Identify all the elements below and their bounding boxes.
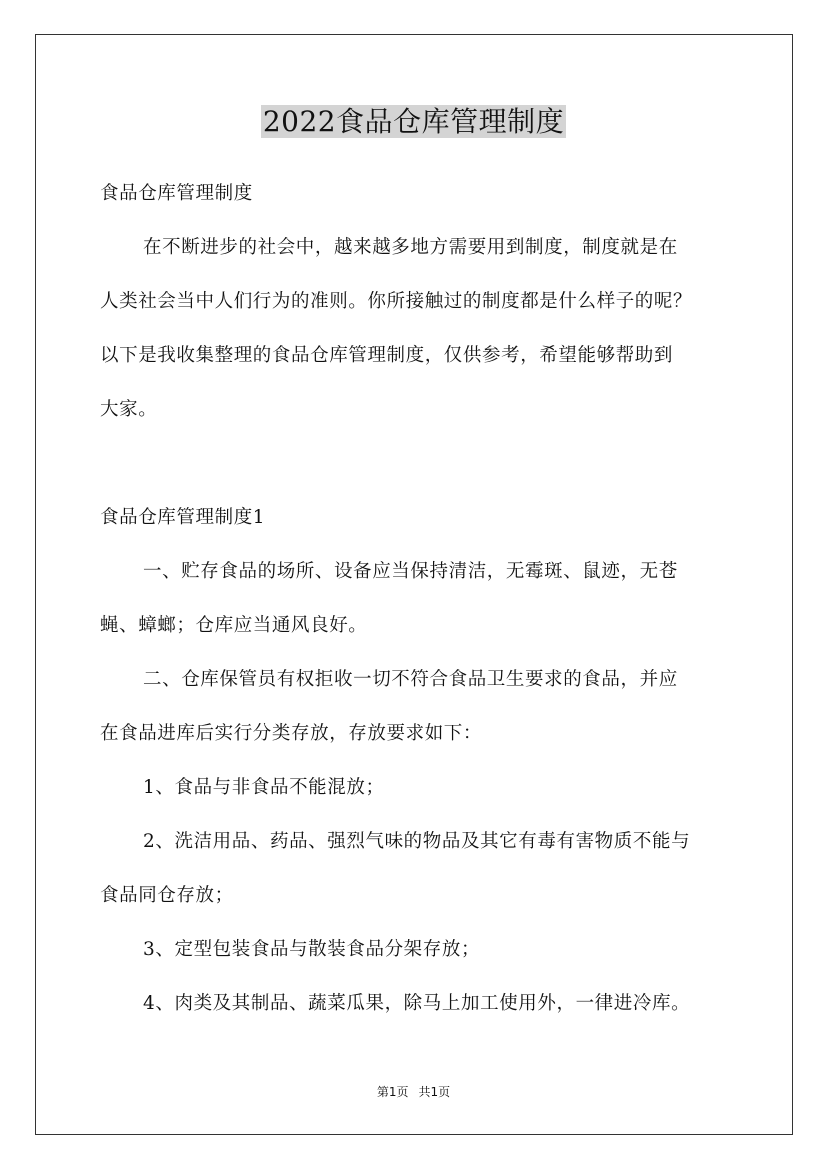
body-line-4: 在食品进库后实行分类存放，存放要求如下：: [100, 723, 483, 744]
intro-line-3: 以下是我收集整理的食品仓库管理制度，仅供参考，希望能够帮助到: [100, 345, 674, 366]
body-line-3: 二、仓库保管员有权拒收一切不符合食品卫生要求的食品，并应: [143, 669, 678, 690]
intro-line-4: 大家。: [100, 399, 158, 420]
document-title: 2022食品仓库管理制度: [262, 105, 565, 138]
page-footer: [0, 1083, 827, 1101]
intro-line-2: 人类社会当中人们行为的准则。你所接触过的制度都是什么样子的呢？: [100, 291, 693, 312]
section-heading: 食品仓库管理制度1: [100, 507, 266, 528]
body-line-8: 3、定型包装食品与散装食品分架存放；: [143, 939, 481, 960]
body-line-5: 1、食品与非食品不能混放；: [143, 777, 385, 798]
body-line-7: 食品同仓存放；: [100, 885, 234, 906]
intro-line-1: 在不断进步的社会中，越来越多地方需要用到制度，制度就是在: [143, 237, 678, 258]
total-pages: 共1页: [418, 1085, 451, 1099]
body-line-1: 一、贮存食品的场所、设备应当保持清洁，无霉斑、鼠迹，无苍: [143, 561, 678, 582]
body-line-2: 蝇、蟑螂；仓库应当通风良好。: [100, 615, 368, 636]
body-line-6: 2、洗洁用品、药品、强烈气味的物品及其它有毒有害物质不能与: [143, 831, 691, 852]
page-number: 第1页: [376, 1085, 409, 1099]
body-line-9: 4、肉类及其制品、蔬菜瓜果，除马上加工使用外，一律进冷库。: [143, 993, 691, 1014]
document-subtitle: 食品仓库管理制度: [100, 183, 253, 204]
